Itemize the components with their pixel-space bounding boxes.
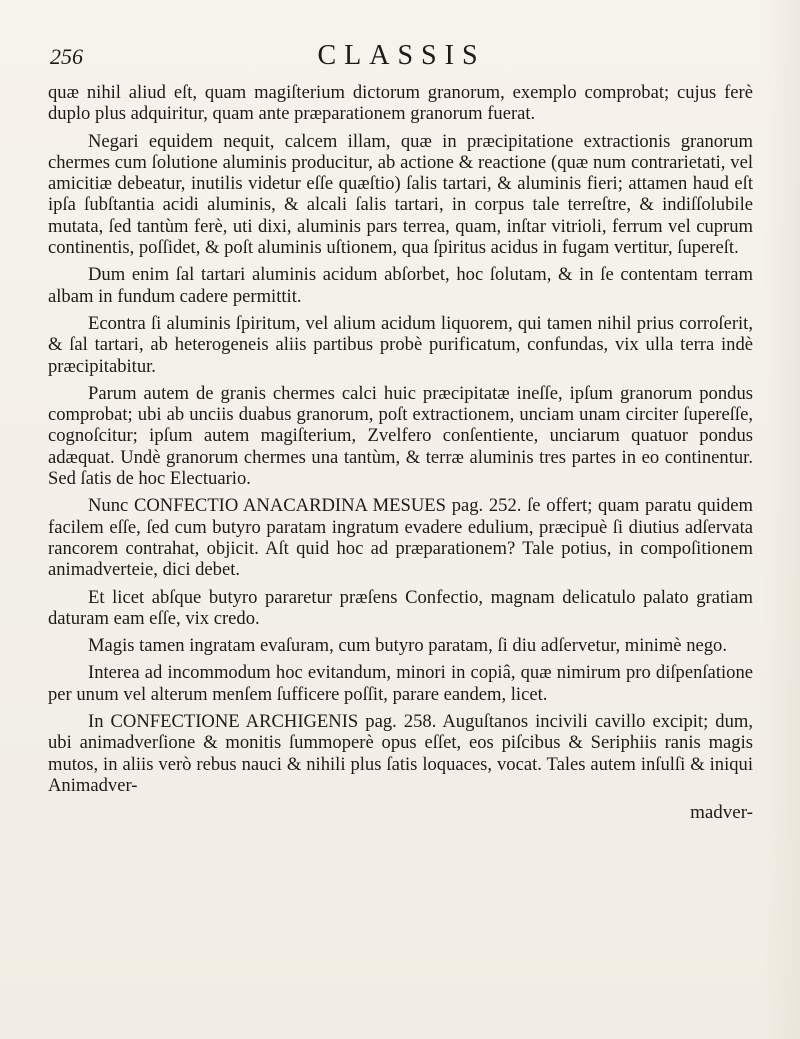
catchword: madver- bbox=[690, 802, 753, 824]
text-block bbox=[48, 40, 753, 830]
paragraph: In CONFECTIONE ARCHIGENIS pag. 258. Auguſtanos incivili cavillo excipit; dum, ubi animadverſione & monitis ſummoperè opus eſſet, eos piſcibus & Seriphiis ranis magis mutos, in aliis verò rebus nauci & nihili plus ſatis loquaces, vocat. Tales autem inſulſi & iniqui Animadver- bbox=[48, 711, 753, 796]
paragraph: Et licet abſque butyro pararetur præſens Confectio, magnam delicatulo palato gratiam daturam eam eſſe, vix credo. bbox=[48, 586, 753, 629]
page-edge-shadow bbox=[764, 0, 800, 1039]
running-head bbox=[48, 40, 753, 80]
catchword-row bbox=[48, 802, 753, 830]
body-text bbox=[48, 82, 753, 796]
paragraph: Nunc CONFECTIO ANACARDINA MESUES pag. 252. ſe offert; quam paratu quidem facilem eſſe, ſed cum butyro paratam ingratum evadere edulium, præcipuè ſi diutius adſervata rancorem contrahat, objicit. Aſt quid hoc ad præparationem? Tale potius, in compoſitionem animadverteie, dici debet. bbox=[48, 495, 753, 581]
running-title: CLASSIS bbox=[317, 40, 486, 71]
paragraph: Interea ad incommodum hoc evitandum, minori in copiâ, quæ nimirum pro diſpenſatione per unum vel alterum menſem ſufficere poſſit, parare eandem, licet. bbox=[48, 662, 753, 705]
paragraph: Magis tamen ingratam evaſuram, cum butyro paratam, ſi diu adſervetur, minimè nego. bbox=[88, 635, 727, 657]
paragraph: Parum autem de granis chermes calci huic præcipitatæ ineſſe, ipſum granorum pondus comprobat; ubi ab unciis duabus granorum, poſt extractionem, unciam unam circiter ſupereſſe, cognoſcitur; ipſum autem magiſterium, Zvelfero conſentiente, unciarum quatuor pondus adæquat. Undè granorum chermes una tantùm, & terræ aluminis tres partes in eo continentur. Sed ſatis de hoc Electuario. bbox=[48, 382, 753, 490]
paragraph: Negari equidem nequit, calcem illam, quæ in præcipitatione extractionis granorum chermes cum ſolutione aluminis producitur, ab actione & reactione (quæ num contrarietati, vel amicitiæ debeatur, inutilis videtur eſſe quæſtio) ſalis tartari, & aluminis fieri; attamen haud eſt ipſa ſubſtantia acidi aluminis, & alcali ſalis tartari, in corpus tale terreſtre, & indiſſolubile mutata, ſed tantùm ferè, uti dixi, aluminis pars terrea, quam, inſtar vitrioli, ferrum vel cuprum continentis, poſſidet, & poſt aluminis uſtionem, qua ſpiritus acidus in fugam vertitur, ſupereſt. bbox=[48, 130, 753, 259]
paragraph: Dum enim ſal tartari aluminis acidum abſorbet, hoc ſolutam, & in ſe contentam terram albam in fundum cadere permittit. bbox=[48, 264, 753, 307]
page-number: 256 bbox=[50, 44, 83, 69]
paragraph: Econtra ſi aluminis ſpiritum, vel alium acidum liquorem, qui tamen nihil prius corroſerit, & ſal tartari, ab heterogeneis aliis partibus probè purificatum, confundas, vix ulla terra indè præcipitabitur. bbox=[48, 312, 753, 377]
paragraph: quæ nihil aliud eſt, quam magiſterium dictorum granorum, exemplo comprobat; cujus ferè duplo plus adquiritur, quam ante præparationem granorum fuerat. bbox=[48, 82, 753, 125]
